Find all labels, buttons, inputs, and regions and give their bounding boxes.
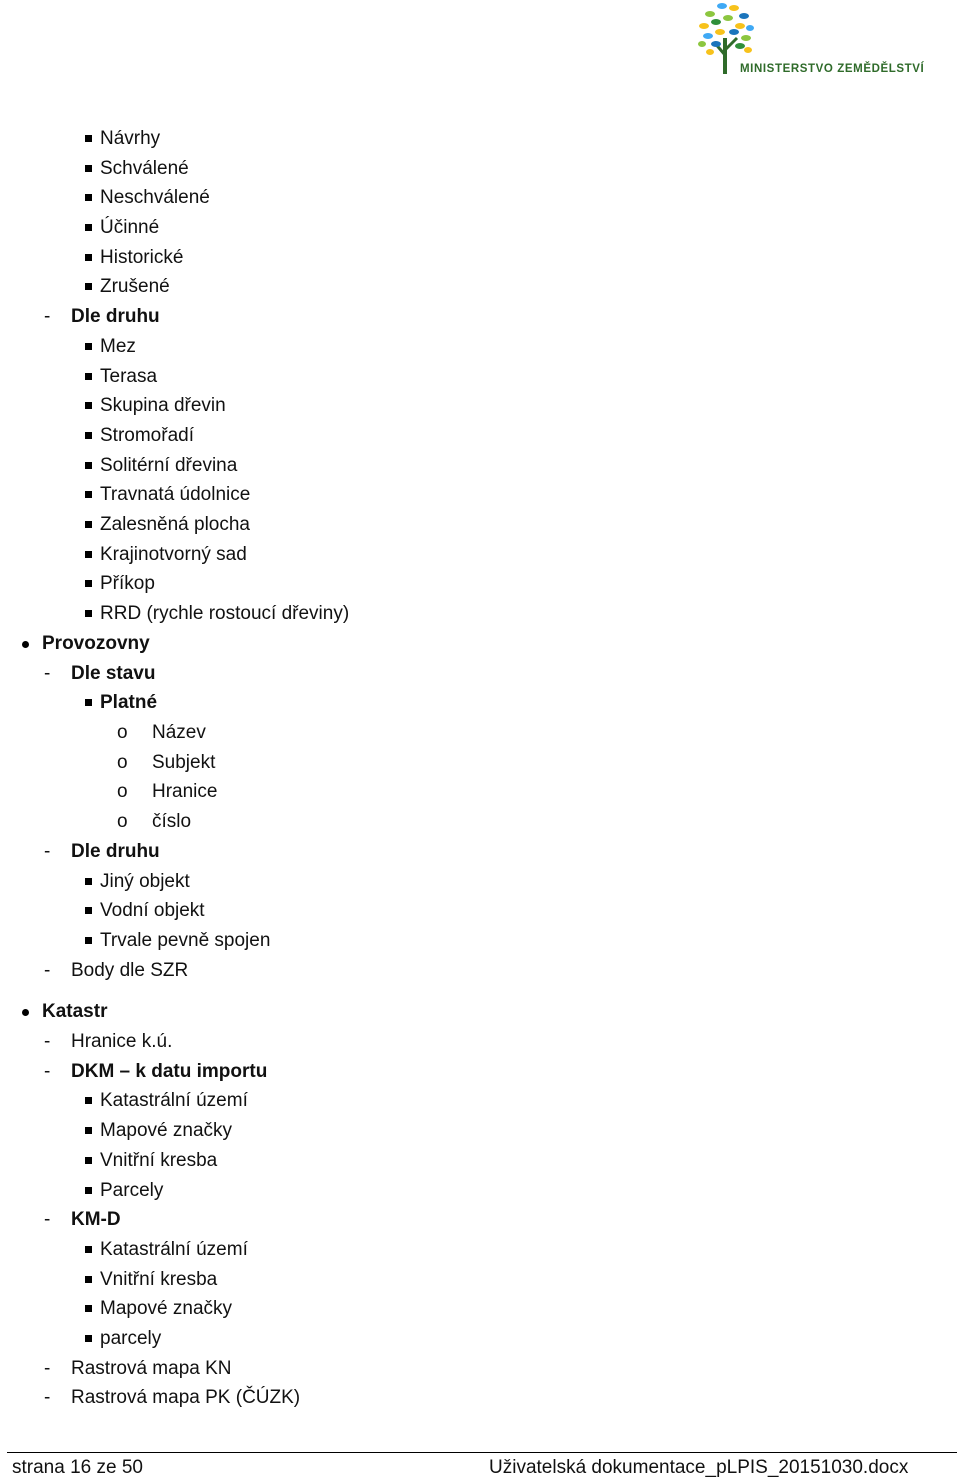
outline-item-label: Mapové značky: [100, 1298, 233, 1319]
dash-bullet: -: [44, 1061, 51, 1082]
outline-item-label: Terasa: [100, 366, 158, 387]
outline-item-label: Historické: [100, 247, 184, 268]
outline-item-label: číslo: [152, 811, 192, 832]
outline-item-label: Travnatá údolnice: [100, 484, 251, 505]
square-bullet-icon: [85, 343, 92, 350]
footer-divider: [7, 1452, 957, 1453]
outline-item-label: Název: [152, 722, 206, 743]
dash-bullet: -: [44, 960, 51, 981]
square-bullet-icon: [85, 937, 92, 944]
dash-bullet: -: [44, 1358, 51, 1379]
dash-bullet: -: [44, 1209, 51, 1230]
outline-item-label: Hranice k.ú.: [71, 1031, 173, 1052]
outline-item-label: Vodní objekt: [100, 900, 205, 921]
outline-item-label: Platné: [100, 692, 158, 713]
circle-bullet: o: [117, 781, 128, 802]
outline-item-label: Body dle SZR: [71, 960, 189, 981]
square-bullet-icon: [85, 580, 92, 587]
outline-item-label: Provozovny: [42, 633, 150, 654]
outline-item-label: Vnitřní kresba: [100, 1150, 218, 1171]
outline-item-label: RRD (rychle rostoucí dřeviny): [100, 603, 350, 624]
square-bullet-icon: [85, 878, 92, 885]
square-bullet-icon: [85, 610, 92, 617]
outline-item-label: Katastr: [42, 1001, 108, 1022]
dash-bullet: -: [44, 1031, 51, 1052]
footer-document-name: Uživatelská dokumentace_pLPIS_20151030.docx: [489, 1457, 909, 1478]
outline-item-label: KM-D: [71, 1209, 121, 1230]
dash-bullet: -: [44, 306, 51, 327]
square-bullet-icon: [85, 1187, 92, 1194]
square-bullet-icon: [85, 1305, 92, 1312]
outline-item-label: Trvale pevně spojen: [100, 930, 271, 951]
square-bullet-icon: [85, 373, 92, 380]
outline-item-label: Jiný objekt: [100, 871, 190, 892]
outline-item-label: Dle druhu: [71, 841, 160, 862]
square-bullet-icon: [85, 1157, 92, 1164]
outline-item-label: Účinné: [100, 217, 160, 238]
square-bullet-icon: [85, 1276, 92, 1283]
outline-item-label: Katastrální území: [100, 1090, 248, 1111]
outline-item-label: Mapové značky: [100, 1120, 233, 1141]
square-bullet-icon: [85, 432, 92, 439]
outline-item-label: Krajinotvorný sad: [100, 544, 247, 565]
outline-item-label: Návrhy: [100, 128, 161, 149]
outline-item-label: Rastrová mapa PK (ČÚZK): [71, 1387, 301, 1408]
outline-item-label: Zrušené: [100, 276, 170, 297]
square-bullet-icon: [85, 462, 92, 469]
outline-item-label: Dle stavu: [71, 663, 156, 684]
square-bullet-icon: [85, 165, 92, 172]
footer-page-number: strana 16 ze 50: [12, 1457, 143, 1478]
ministry-logo: [696, 0, 925, 84]
outline-item-label: Solitérní dřevina: [100, 455, 238, 476]
square-bullet-icon: [85, 551, 92, 558]
square-bullet-icon: [85, 699, 92, 706]
square-bullet-icon: [85, 1127, 92, 1134]
square-bullet-icon: [85, 521, 92, 528]
outline-item-label: Příkop: [100, 573, 155, 594]
outline-item-label: Schválené: [100, 158, 189, 179]
outline-item-label: Zalesněná plocha: [100, 514, 250, 535]
outline-item-label: Skupina dřevin: [100, 395, 226, 416]
circle-bullet: o: [117, 811, 128, 832]
dash-bullet: -: [44, 841, 51, 862]
square-bullet-icon: [85, 194, 92, 201]
square-bullet-icon: [85, 283, 92, 290]
logo-text: MINISTERSTVO ZEMĚDĚLSTVÍ: [740, 63, 925, 75]
round-bullet-icon: [22, 1009, 29, 1016]
square-bullet-icon: [85, 402, 92, 409]
dash-bullet: -: [44, 1387, 51, 1408]
round-bullet-icon: [22, 641, 29, 648]
square-bullet-icon: [85, 1335, 92, 1342]
square-bullet-icon: [85, 1246, 92, 1253]
outline-item-label: Neschválené: [100, 187, 210, 208]
outline-item-label: Stromořadí: [100, 425, 194, 446]
outline-item-label: DKM – k datu importu: [71, 1061, 268, 1082]
square-bullet-icon: [85, 254, 92, 261]
square-bullet-icon: [85, 224, 92, 231]
outline-item-label: Dle druhu: [71, 306, 160, 327]
outline-item-label: Vnitřní kresba: [100, 1269, 218, 1290]
outline-item-label: Rastrová mapa KN: [71, 1358, 232, 1379]
square-bullet-icon: [85, 135, 92, 142]
dash-bullet: -: [44, 663, 51, 684]
square-bullet-icon: [85, 907, 92, 914]
circle-bullet: o: [117, 722, 128, 743]
outline-item-label: parcely: [100, 1328, 162, 1349]
outline-item-label: Hranice: [152, 781, 218, 802]
outline-item-label: Mez: [100, 336, 136, 357]
outline-item-label: Katastrální území: [100, 1239, 248, 1260]
square-bullet-icon: [85, 1097, 92, 1104]
square-bullet-icon: [85, 491, 92, 498]
outline-item-label: Parcely: [100, 1180, 164, 1201]
outline-item-label: Subjekt: [152, 752, 216, 773]
circle-bullet: o: [117, 752, 128, 773]
